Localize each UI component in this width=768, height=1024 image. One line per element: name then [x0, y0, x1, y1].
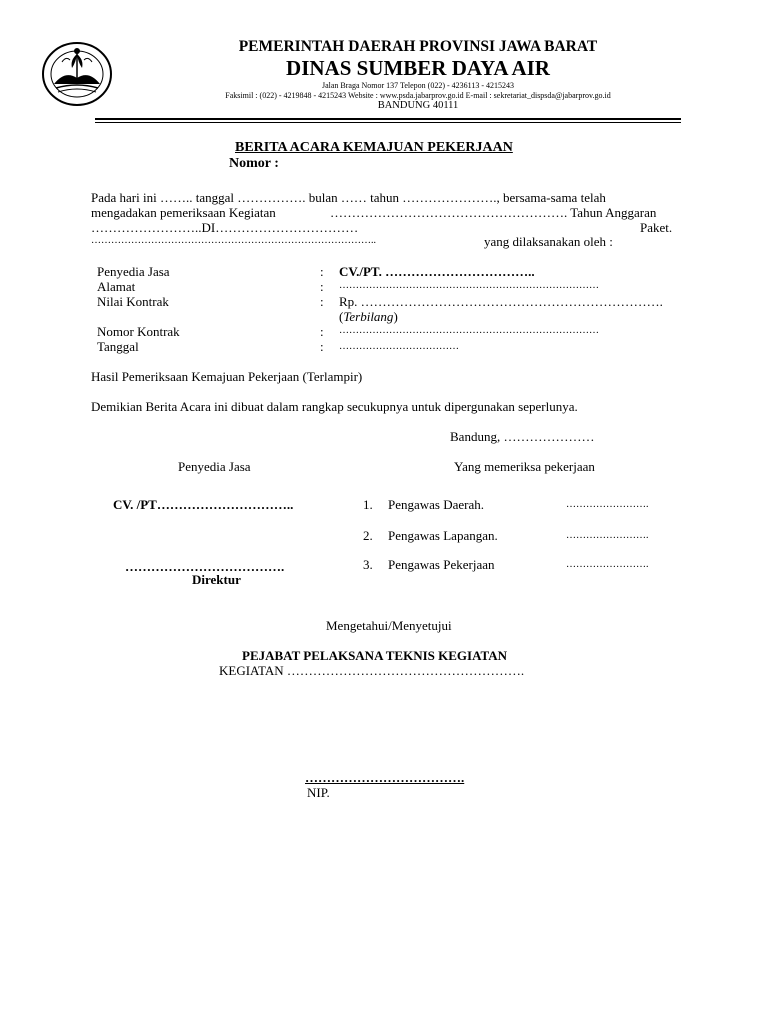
header-rule-thick — [95, 118, 681, 120]
field-tanggal-label: Tanggal — [97, 339, 139, 354]
field-penyedia-value: CV./PT. …………………………….. — [339, 264, 535, 279]
signature-company-name: CV. /PT………………………….. — [113, 497, 294, 512]
intro-line-1: Pada hari ini …….. tanggal ……………. bulan …… tahun …………………., bersama-sama telah — [91, 190, 606, 205]
inspector-2-name: Pengawas Lapangan. — [388, 528, 498, 543]
header-fax-website: Faksimil : (022) - 4219848 - 4215243 Website : www.psda.jabarprov.go.id E-mail : sekretariat_dispsda@jabarprov.go.id — [225, 91, 611, 100]
closing-statement: Demikian Berita Acara ini dibuat dalam rangkap secukupnya untuk dipergunakan seperlunya. — [91, 399, 578, 414]
signature-provider-heading: Penyedia Jasa — [178, 459, 251, 474]
approval-official-title: PEJABAT PELAKSANA TEKNIS KEGIATAN — [242, 648, 507, 663]
inspector-1-name: Pengawas Daerah. — [388, 497, 485, 512]
provider-signature-line: ………………………………. — [125, 559, 285, 574]
field-tanggal-colon: : — [320, 339, 324, 354]
field-alamat-label: Alamat — [97, 279, 136, 294]
inspector-1-number: 1. — [363, 497, 373, 512]
header-government-line: PEMERINTAH DAERAH PROVINSI JAWA BARAT — [238, 38, 598, 55]
hasil-pemeriksaan-text: Hasil Pemeriksaan Kemajuan Pekerjaan (Terlampir) — [91, 369, 363, 384]
inspector-2-number: 2. — [363, 528, 373, 543]
field-terbilang: (Terbilang) — [339, 309, 398, 324]
field-alamat-colon: : — [320, 279, 324, 294]
approval-kegiatan: KEGIATAN ………………………………………………. — [219, 663, 525, 678]
field-penyedia-colon: : — [320, 264, 324, 279]
inspector-2-sign-dots: ……………………. — [566, 530, 649, 541]
field-nomor-kontrak-value: …………………………………………………………………… — [339, 325, 599, 336]
approval-nip: NIP. — [307, 785, 330, 800]
inspector-3-sign-dots: ……………………. — [566, 559, 649, 570]
provider-role: Direktur — [192, 572, 241, 587]
field-nilai-label: Nilai Kontrak — [97, 294, 169, 309]
field-nomor-kontrak-label: Nomor Kontrak — [97, 324, 180, 339]
signature-inspector-heading: Yang memeriksa pekerjaan — [454, 459, 595, 474]
header-city: BANDUNG 40111 — [377, 100, 459, 111]
header-address: Jalan Braga Nomor 137 Telepon (022) - 4236113 - 4215243 — [321, 81, 515, 90]
field-nilai-value: Rp. ……………………………………………………………. — [339, 294, 663, 309]
intro-line-3-end: Paket. — [640, 220, 673, 235]
inspector-3-name: Pengawas Pekerjaan — [388, 557, 495, 572]
document-title: BERITA ACARA KEMAJUAN PEKERJAAN — [235, 140, 513, 155]
field-penyedia-label: Penyedia Jasa — [97, 264, 170, 279]
intro-line-3-start: ……………………..DI…………………………… — [91, 220, 359, 235]
intro-line-4-dots: ………………………………………………………………………….. — [91, 235, 376, 246]
inspector-3-number: 3. — [363, 557, 373, 572]
inspector-1-sign-dots: ……………………. — [566, 499, 649, 510]
approval-signature-line: ………………………………. — [305, 770, 465, 785]
intro-line-4-end: yang dilaksanakan oleh : — [484, 234, 613, 249]
provincial-emblem-logo — [40, 40, 114, 108]
field-alamat-value: …………………………………………………………………… — [339, 280, 599, 291]
place-date: Bandung, ………………… — [450, 429, 595, 444]
document-number-label: Nomor : — [229, 156, 279, 171]
field-tanggal-value: ……………………………… — [339, 341, 459, 352]
intro-line-2-end: ………………………………………………. Tahun Anggaran — [330, 205, 657, 220]
header-rule-thin — [95, 122, 681, 123]
approval-label: Mengetahui/Menyetujui — [326, 618, 452, 633]
intro-line-2-start: mengadakan pemeriksaan Kegiatan — [91, 205, 276, 220]
header-agency-name: DINAS SUMBER DAYA AIR — [286, 56, 550, 80]
field-nomor-kontrak-colon: : — [320, 324, 324, 339]
field-nilai-colon: : — [320, 294, 324, 309]
